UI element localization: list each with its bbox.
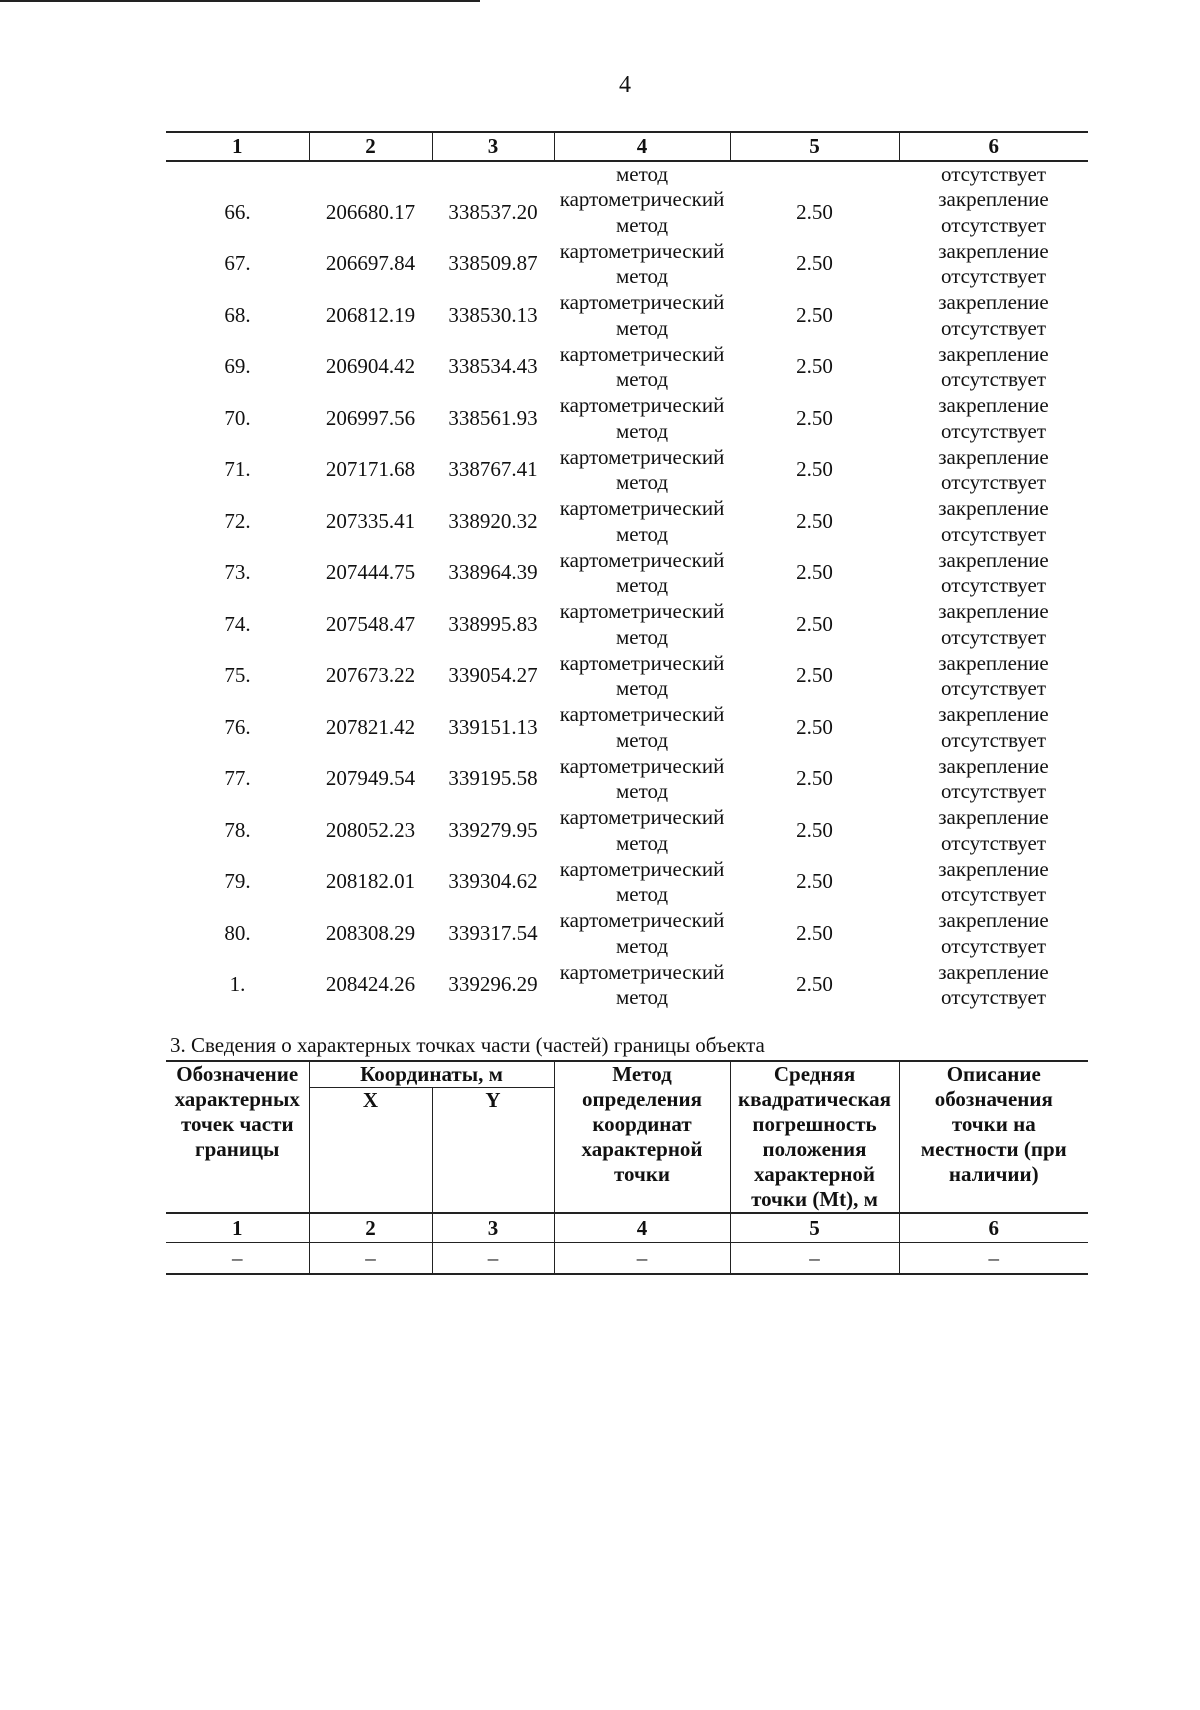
x-header: X — [309, 1088, 432, 1214]
method-cell: картометрический метод — [559, 805, 725, 855]
table-row — [166, 445, 1088, 497]
continuation-row — [166, 161, 1088, 187]
y-coordinate: 339296.29 — [448, 972, 538, 997]
col-number: 1 — [166, 1213, 309, 1243]
description-cell: закрепление отсутствует — [938, 702, 1049, 752]
table-row — [166, 754, 1088, 806]
point-number: 75. — [224, 663, 251, 688]
section-3-title: 3. Сведения о характерных точках части (частей) границы объекта — [170, 1033, 765, 1057]
table-row — [166, 290, 1088, 342]
header-cell: 4 — [554, 132, 730, 161]
description-cell: закрепление отсутствует — [938, 650, 1049, 701]
dash-cell: – — [166, 1243, 309, 1275]
dash-cell: – — [432, 1243, 554, 1275]
y-coordinate: 339151.13 — [448, 714, 538, 739]
error-cell: 2.50 — [796, 663, 833, 688]
error-cell: 2.50 — [796, 972, 833, 997]
col-number: 5 — [730, 1213, 899, 1243]
x-coordinate: 207444.75 — [325, 560, 416, 585]
error-cell: 2.50 — [796, 920, 833, 945]
y-header: Y — [432, 1088, 554, 1214]
table-row — [166, 239, 1088, 291]
description-cell: закрепление отсутствует — [938, 290, 1049, 340]
point-number: 1. — [229, 972, 246, 997]
point-number: 76. — [224, 714, 251, 739]
description-cell: закрепление отсутствует — [938, 496, 1049, 546]
method-cell: картометрический метод — [559, 290, 725, 340]
col-number: 2 — [309, 1213, 432, 1243]
description-continuation: отсутствует — [940, 162, 1047, 186]
error-cell: 2.50 — [796, 817, 833, 842]
table-row — [166, 342, 1088, 394]
y-coordinate: 338767.41 — [448, 457, 538, 482]
x-coordinate: 208308.29 — [325, 920, 416, 945]
y-coordinate: 339195.58 — [448, 766, 538, 791]
table-row — [166, 599, 1088, 651]
header-cell: 2 — [309, 132, 432, 161]
designation-header: Обозначение характерных точек части границы — [166, 1061, 309, 1213]
method-cell: картометрический метод — [559, 599, 725, 649]
point-number: 68. — [224, 302, 251, 327]
y-coordinate: 338995.83 — [448, 611, 538, 636]
point-number: 70. — [224, 405, 251, 430]
error-cell: 2.50 — [796, 869, 833, 894]
method-cell: картометрический метод — [559, 547, 725, 598]
page-number: 4 — [619, 72, 631, 98]
description-cell: закрепление отсутствует — [938, 238, 1049, 289]
data-rows — [166, 187, 1088, 1011]
x-coordinate: 208182.01 — [325, 869, 416, 894]
dash-cell: – — [730, 1243, 899, 1275]
description-cell: закрепление отсутствует — [938, 753, 1049, 804]
header-cell: 5 — [730, 132, 899, 161]
error-cell: 2.50 — [796, 354, 833, 379]
point-number: 73. — [224, 560, 251, 585]
error-cell: 2.50 — [796, 714, 833, 739]
dash-cell: – — [309, 1243, 432, 1275]
method-cell: картометрический метод — [559, 187, 725, 237]
table-row — [166, 960, 1088, 1012]
y-coordinate: 338534.43 — [448, 354, 538, 379]
x-coordinate: 207171.68 — [325, 457, 416, 482]
empty-data-row — [166, 1243, 1088, 1275]
x-coordinate: 208424.26 — [325, 972, 416, 997]
x-coordinate: 206812.19 — [325, 302, 416, 327]
header-cell: 6 — [899, 132, 1088, 161]
point-number: 69. — [224, 354, 251, 379]
table-row — [166, 908, 1088, 960]
table-row — [166, 393, 1088, 445]
column-numbers-row — [166, 1213, 1088, 1243]
coordinates-header: Координаты, м — [309, 1061, 554, 1088]
x-coordinate: 206997.56 — [325, 405, 416, 430]
error-cell: 2.50 — [796, 302, 833, 327]
x-coordinate: 206697.84 — [325, 251, 416, 276]
description-cell: закрепление отсутствует — [938, 393, 1049, 443]
point-number: 79. — [224, 869, 251, 894]
method-cell: картометрический метод — [559, 496, 725, 546]
coordinates-table — [166, 131, 1088, 1011]
col-number: 3 — [432, 1213, 554, 1243]
description-cell: закрепление отсутствует — [938, 805, 1049, 855]
point-number: 77. — [224, 766, 251, 791]
dash-cell: – — [899, 1243, 1088, 1275]
error-cell: 2.50 — [796, 199, 833, 224]
point-number: 74. — [224, 611, 251, 636]
x-coordinate: 207673.22 — [325, 663, 416, 688]
point-number: 67. — [224, 251, 251, 276]
method-cell: картометрический метод — [559, 702, 725, 752]
error-header: Средняя квадратическая погрешность положения характерной точки (Mt), м — [730, 1061, 899, 1213]
header-cell: 3 — [432, 132, 554, 161]
description-cell: закрепление отсутствует — [938, 959, 1049, 1010]
y-coordinate: 339317.54 — [448, 920, 538, 945]
error-cell: 2.50 — [796, 405, 833, 430]
x-coordinate: 207335.41 — [325, 508, 416, 533]
method-cell: картометрический метод — [559, 856, 725, 907]
dash-cell: – — [554, 1243, 730, 1275]
table-header-row — [166, 132, 1088, 161]
y-coordinate: 339279.95 — [448, 817, 538, 842]
description-cell: закрепление отсутствует — [938, 547, 1049, 598]
x-coordinate: 207949.54 — [325, 766, 416, 791]
description-cell: закрепление отсутствует — [938, 599, 1049, 649]
col-number: 6 — [899, 1213, 1088, 1243]
x-coordinate: 208052.23 — [325, 817, 416, 842]
y-coordinate: 338509.87 — [448, 251, 538, 276]
point-number: 71. — [224, 457, 251, 482]
y-coordinate: 338561.93 — [448, 405, 538, 430]
error-cell: 2.50 — [796, 560, 833, 585]
description-cell: закрепление отсутствует — [938, 187, 1049, 237]
table-row — [166, 702, 1088, 754]
table-row — [166, 187, 1088, 239]
x-coordinate: 206680.17 — [325, 199, 416, 224]
y-coordinate: 339054.27 — [448, 663, 538, 688]
point-number: 72. — [224, 508, 251, 533]
x-coordinate: 207548.47 — [325, 611, 416, 636]
method-header: Метод определения координат характерной точки — [554, 1061, 730, 1213]
method-cell: картометрический метод — [559, 341, 725, 392]
header-cell: 1 — [166, 132, 309, 161]
method-cell: картометрический метод — [559, 650, 725, 701]
table-row — [166, 548, 1088, 600]
x-coordinate: 207821.42 — [325, 714, 416, 739]
error-cell: 2.50 — [796, 457, 833, 482]
error-cell: 2.50 — [796, 251, 833, 276]
top-edge-line — [0, 0, 480, 2]
table-row — [166, 651, 1088, 703]
point-number: 78. — [224, 817, 251, 842]
method-continuation: метод — [615, 162, 669, 186]
point-number: 80. — [224, 920, 251, 945]
description-cell: закрепление отсутствует — [938, 908, 1049, 958]
error-cell: 2.50 — [796, 766, 833, 791]
method-cell: картометрический метод — [559, 753, 725, 804]
error-cell: 2.50 — [796, 508, 833, 533]
method-cell: картометрический метод — [559, 444, 725, 495]
table-row — [166, 857, 1088, 909]
method-cell: картометрический метод — [559, 238, 725, 289]
y-coordinate: 339304.62 — [448, 869, 538, 894]
description-cell: закрепление отсутствует — [938, 341, 1049, 392]
table-row — [166, 805, 1088, 857]
x-coordinate: 206904.42 — [325, 354, 416, 379]
point-number: 66. — [224, 199, 251, 224]
description-header: Описание обозначения точки на местности (при наличии) — [899, 1061, 1088, 1213]
part-table-header — [166, 1061, 1088, 1088]
description-cell: закрепление отсутствует — [938, 444, 1049, 495]
y-coordinate: 338920.32 — [448, 508, 538, 533]
part-boundary-table — [166, 1060, 1088, 1275]
method-cell: картометрический метод — [559, 393, 725, 443]
y-coordinate: 338530.13 — [448, 302, 538, 327]
error-cell: 2.50 — [796, 611, 833, 636]
table-row — [166, 496, 1088, 548]
method-cell: картометрический метод — [559, 959, 725, 1010]
y-coordinate: 338537.20 — [448, 199, 538, 224]
method-cell: картометрический метод — [559, 908, 725, 958]
y-coordinate: 338964.39 — [448, 560, 538, 585]
col-number: 4 — [554, 1213, 730, 1243]
description-cell: закрепление отсутствует — [938, 856, 1049, 907]
